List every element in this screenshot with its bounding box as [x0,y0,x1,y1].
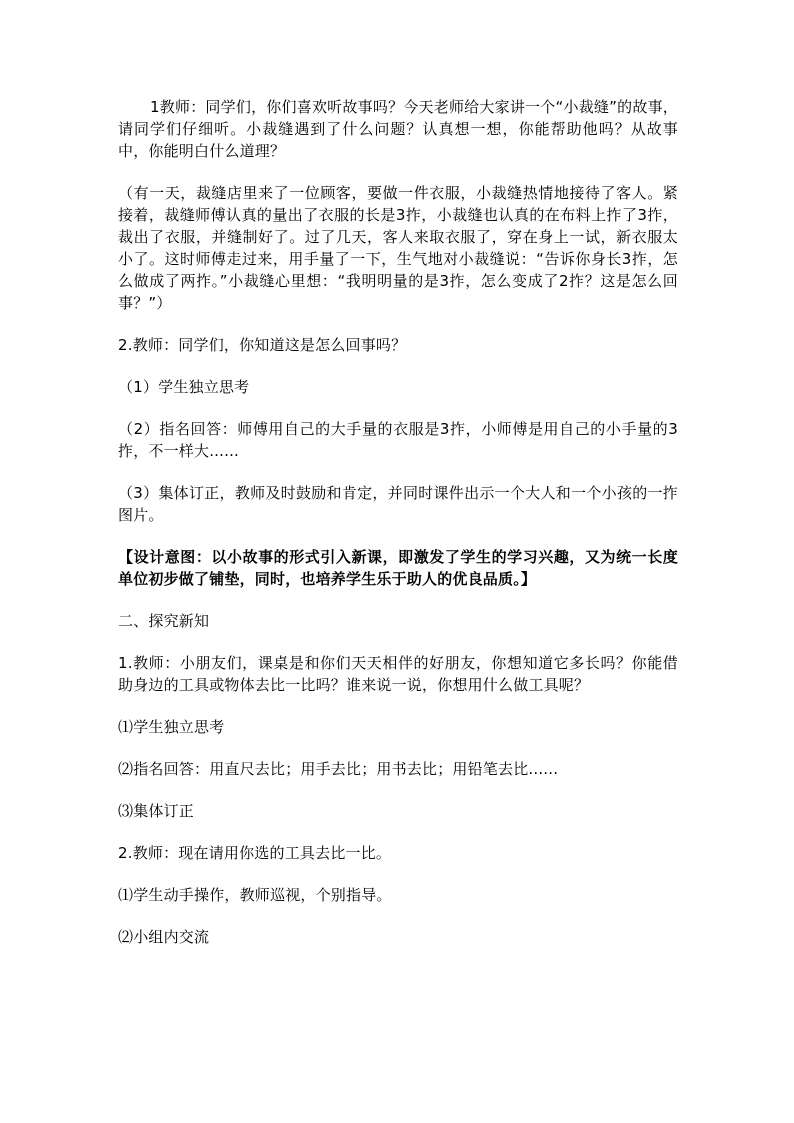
paragraph-sub-correct: ⑶集体订正 [118,802,195,820]
section-heading-explore: 二、探究新知 [118,612,210,630]
paragraph-intro-story: 1教师：同学们，你们喜欢听故事吗？今天老师给大家讲一个“小裁缝”的故事，请同学们仔细听。小裁缝遇到了什么问题？认真想一想，你能帮助他吗？从故事中，你能明白什么道理？ [118,98,678,160]
paragraph-desk-question: 1.教师：小朋友们，课桌是和你们天天相伴的好朋友，你想知道它多长吗？你能借助身边的工具或物体去比一比吗？谁来说一说，你想用什么做工具呢？ [118,654,678,694]
paragraph-step-answer: （2）指名回答：师傅用自己的大手量的衣服是3拃，小师傅是用自己的小手量的3拃，不一样大...... [118,420,678,460]
paragraph-design-intent: 【设计意图：以小故事的形式引入新课，即激发了学生的学习兴趣，又为统一长度单位初步做了铺垫，同时，也培养学生乐于助人的优良品质。】 [118,548,678,588]
paragraph-sub-group: ⑵小组内交流 [118,928,210,946]
document-page [118,96,678,968]
paragraph-teacher-question: 2.教师：同学们，你知道这是怎么回事吗？ [118,336,407,354]
paragraph-sub-think: ⑴学生独立思考 [118,718,225,736]
paragraph-sub-answer: ⑵指名回答：用直尺去比；用手去比；用书去比；用铅笔去比...... [118,760,559,778]
paragraph-sub-operate: ⑴学生动手操作，教师巡视，个别指导。 [118,886,392,904]
paragraph-story-text: （有一天，裁缝店里来了一位顾客，要做一件衣服，小裁缝热情地接待了客人。紧接着，裁缝师傅认真的量出了衣服的长是3拃，小裁缝也认真的在布料上拃了3拃，裁出了衣服，并缝制好了。过了几天，客人来取衣服了，穿在身上一试，新衣服太小了。这时师傅走过来，用手量了一下，生气地对小裁缝说：“告诉你身长3拃，怎么做成了两拃。”小裁缝心里想：“我明明量的是3拃，怎么变成了2拃？这是怎么回事？”） [118,184,678,312]
paragraph-step-think: （1）学生独立思考 [118,378,250,396]
paragraph-step-correct: （3）集体订正，教师及时鼓励和肯定，并同时课件出示一个大人和一个小孩的一拃图片。 [118,484,678,524]
paragraph-compare-instruction: 2.教师：现在请用你选的工具去比一比。 [118,844,392,862]
